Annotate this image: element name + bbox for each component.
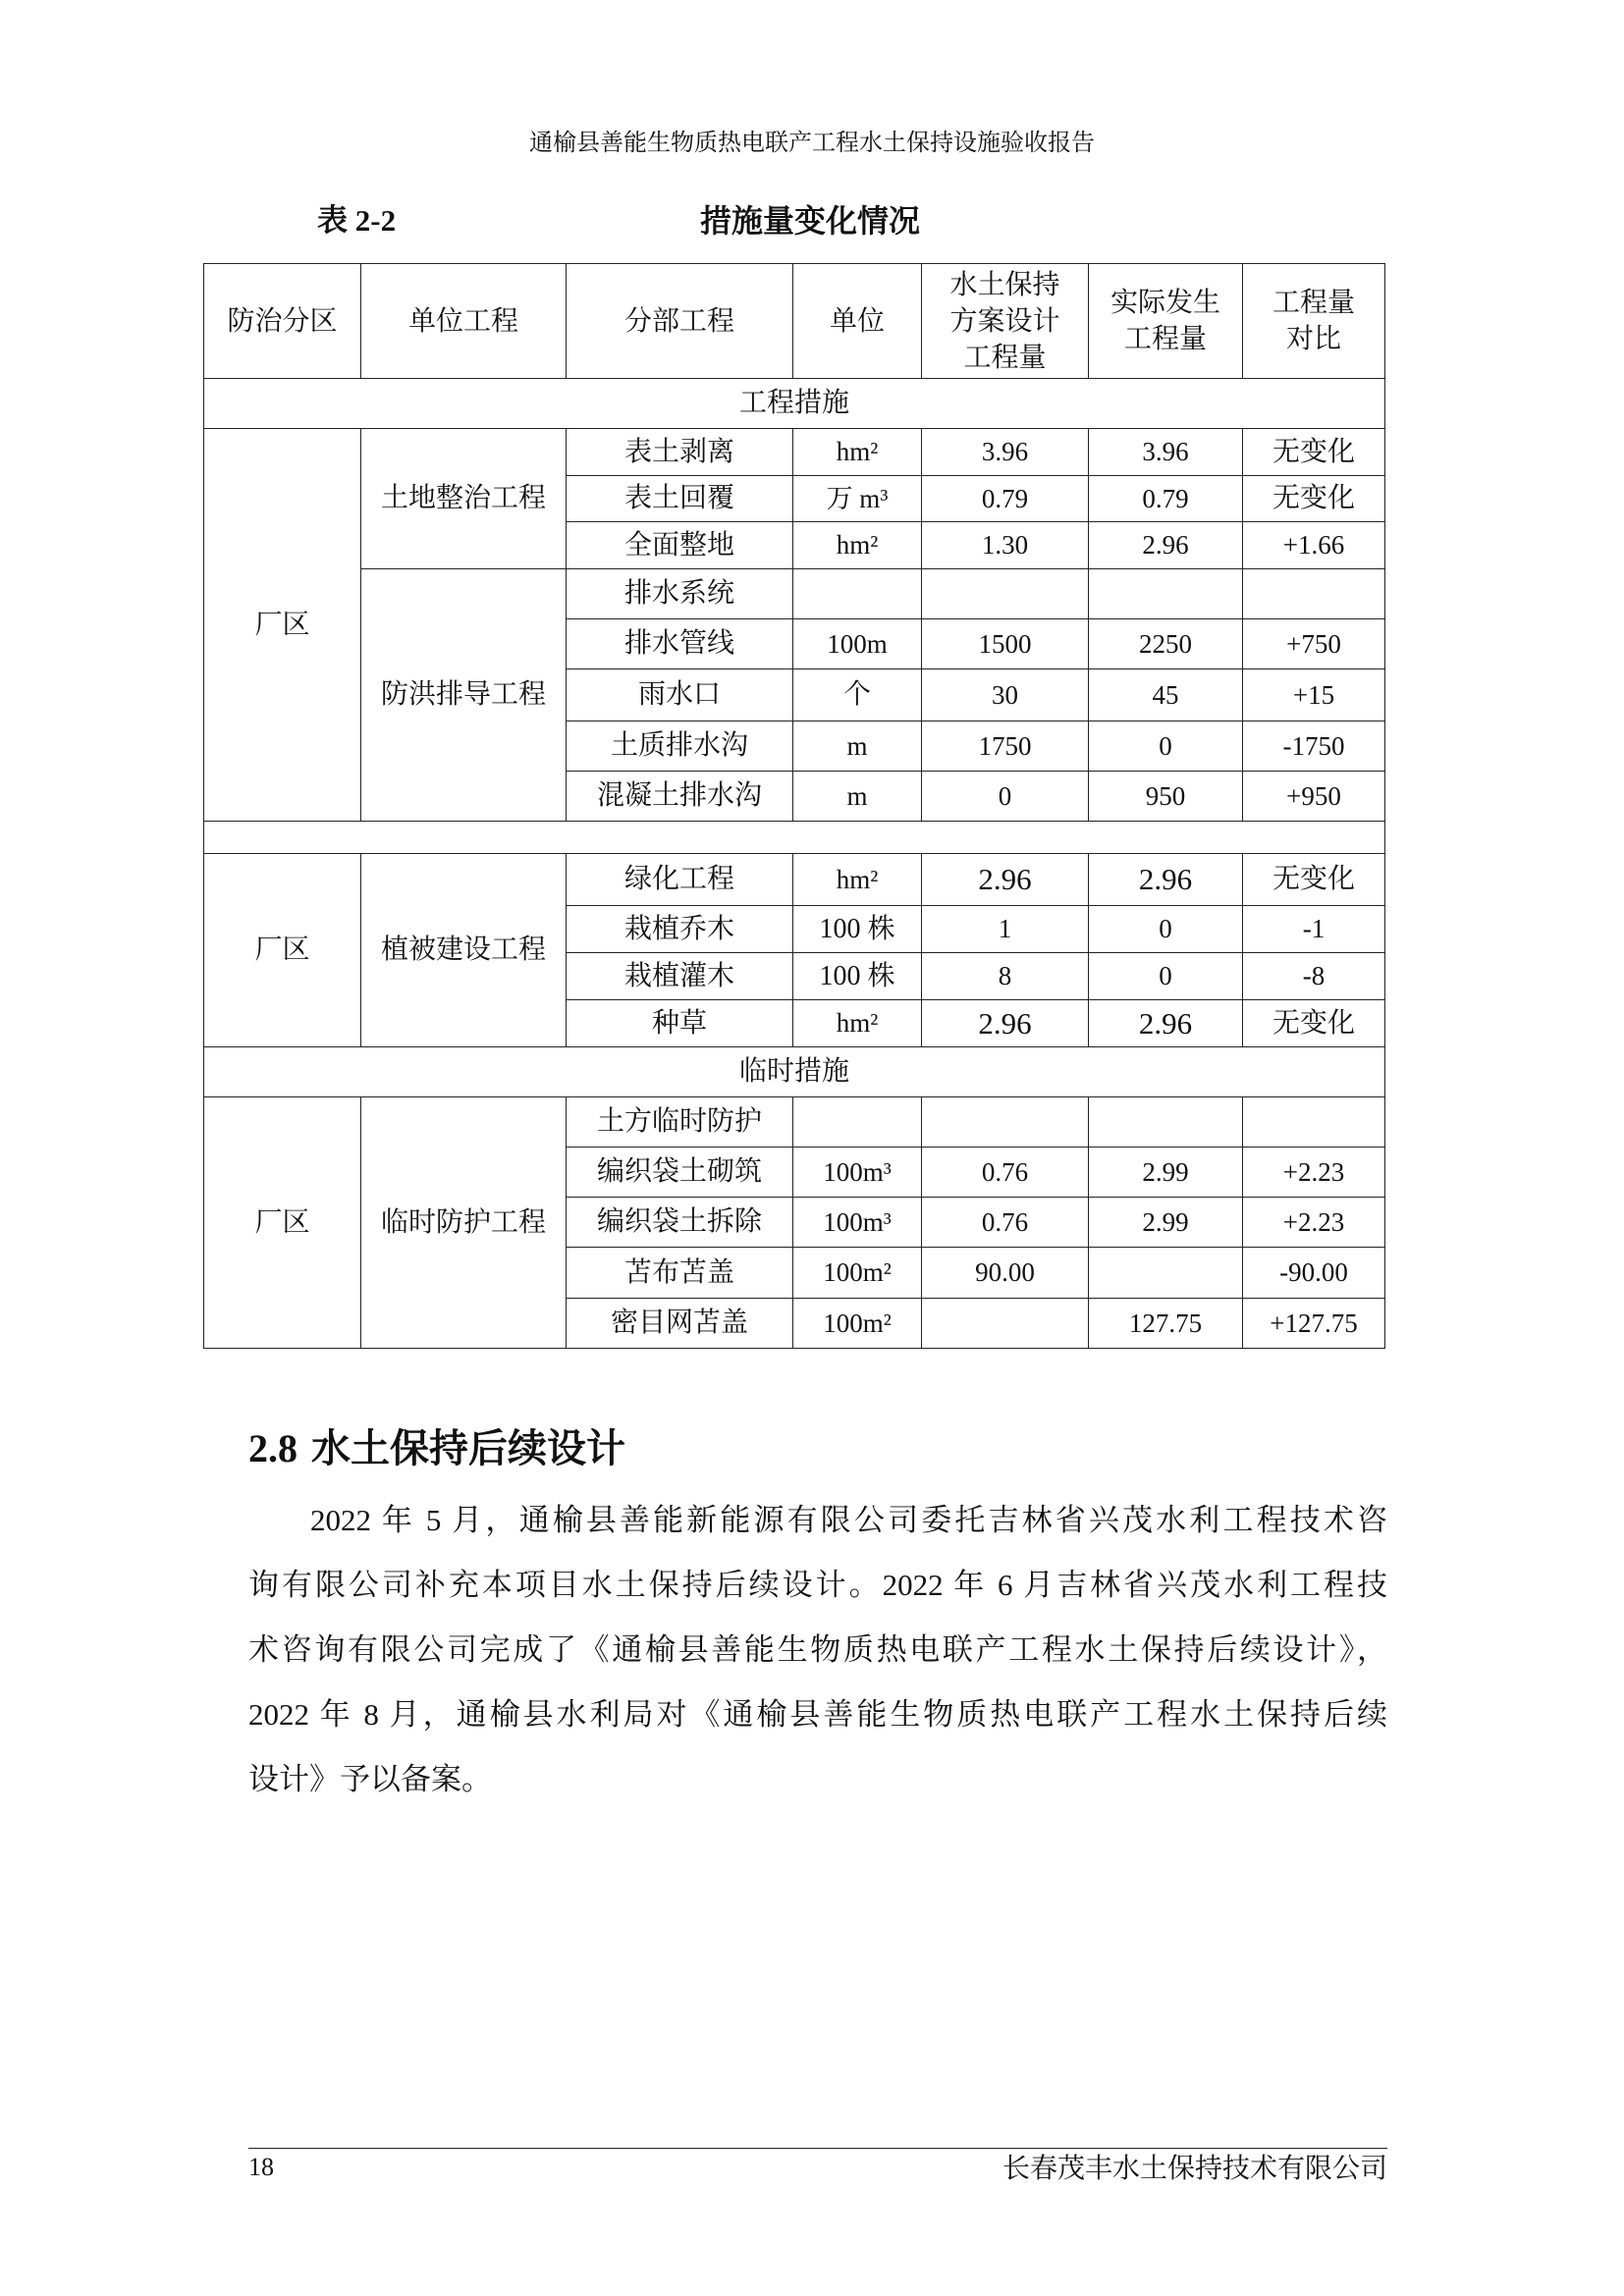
section-row: [204, 1047, 1385, 1097]
design-quantity-cell: 0: [922, 772, 1089, 822]
sub-project-cell: 排水管线: [567, 619, 793, 669]
section-paragraph: [248, 1488, 1387, 1812]
quantity-change-cell: [1243, 1097, 1385, 1148]
design-quantity-cell: 30: [922, 669, 1089, 721]
design-quantity-cell: 0.79: [922, 476, 1089, 522]
quantity-change-cell: -8: [1243, 953, 1385, 1000]
unit-cell: 100m: [793, 619, 922, 669]
measures-table: [203, 263, 1385, 1349]
design-quantity-cell: [922, 1299, 1089, 1349]
design-quantity-cell: 0.76: [922, 1198, 1089, 1248]
column-header-sub-project: 分部工程: [567, 264, 793, 379]
blank-section-row: [204, 822, 1385, 854]
actual-quantity-cell: 0: [1089, 953, 1243, 1000]
sub-project-cell: 栽植灌木: [567, 953, 793, 1000]
actual-quantity-cell: 2.96: [1089, 522, 1243, 569]
paragraph-line: 2022 年 8 月，通榆县水利局对《通榆县善能生物质热电联产工程水土保持后续: [248, 1697, 1387, 1732]
quantity-change-cell: +950: [1243, 772, 1385, 822]
unit-cell: 100 株: [793, 906, 922, 953]
design-quantity-cell: 8: [922, 953, 1089, 1000]
unit-cell: 100m²: [793, 1248, 922, 1299]
page-number: 18: [248, 2153, 274, 2181]
actual-quantity-cell: 2.96: [1089, 1000, 1243, 1047]
column-header-unit: 单位: [793, 264, 922, 379]
unit-cell: 100m²: [793, 1299, 922, 1349]
column-header-design-quantity: 水土保持 方案设计 工程量: [922, 264, 1089, 379]
sub-project-cell: 雨水口: [567, 669, 793, 721]
unit-cell: [793, 1097, 922, 1148]
quantity-change-cell: -1: [1243, 906, 1385, 953]
sub-project-cell: 绿化工程: [567, 854, 793, 906]
quantity-change-cell: +750: [1243, 619, 1385, 669]
sub-project-cell: 表土回覆: [567, 476, 793, 522]
table-caption-label: 表 2-2: [317, 203, 397, 238]
column-header-quantity-change: 工程量 对比: [1243, 264, 1385, 379]
paragraph-line: 2022 年 5 月，通榆县善能新能源有限公司委托吉林省兴茂水利工程技术咨: [310, 1503, 1387, 1537]
actual-quantity-cell: 2250: [1089, 619, 1243, 669]
quantity-change-cell: +127.75: [1243, 1299, 1385, 1349]
sub-project-cell: 编织袋土拆除: [567, 1198, 793, 1248]
paragraph-line: 术咨询有限公司完成了《通榆县善能生物质热电联产工程水土保持后续设计》，: [248, 1632, 1387, 1667]
quantity-change-cell: [1243, 569, 1385, 619]
column-header-actual-quantity: 实际发生 工程量: [1089, 264, 1243, 379]
unit-project-cell: 临时防护工程: [361, 1097, 567, 1349]
design-quantity-cell: 1500: [922, 619, 1089, 669]
quantity-change-cell: 无变化: [1243, 429, 1385, 476]
section-number: 2.8: [248, 1426, 298, 1470]
table-row: [204, 429, 1385, 476]
design-quantity-cell: [922, 569, 1089, 619]
design-quantity-cell: [922, 1097, 1089, 1148]
design-quantity-cell: 2.96: [922, 1000, 1089, 1047]
unit-cell: 万 m³: [793, 476, 922, 522]
unit-cell: hm²: [793, 854, 922, 906]
section-row: [204, 379, 1385, 429]
design-quantity-cell: 1750: [922, 721, 1089, 772]
unit-cell: hm²: [793, 429, 922, 476]
section-title: 水土保持后续设计: [311, 1426, 625, 1471]
sub-project-cell: 苫布苫盖: [567, 1248, 793, 1299]
sub-project-cell: 土质排水沟: [567, 721, 793, 772]
unit-cell: [793, 569, 922, 619]
footer-company-name: 长春茂丰水土保持技术有限公司: [1001, 2154, 1387, 2184]
unit-cell: m: [793, 721, 922, 772]
unit-cell: m: [793, 772, 922, 822]
sub-project-cell: 混凝土排水沟: [567, 772, 793, 822]
blank-section-cell: [204, 822, 1385, 854]
design-quantity-cell: 1: [922, 906, 1089, 953]
sub-project-cell: 栽植乔木: [567, 906, 793, 953]
section-title-cell: 临时措施: [204, 1047, 1385, 1097]
quantity-change-cell: -90.00: [1243, 1248, 1385, 1299]
column-header-zone: 防治分区: [204, 264, 361, 379]
sub-project-cell: 表土剥离: [567, 429, 793, 476]
sub-project-cell: 密目网苫盖: [567, 1299, 793, 1349]
actual-quantity-cell: [1089, 569, 1243, 619]
actual-quantity-cell: 2.99: [1089, 1198, 1243, 1248]
footer-divider: [248, 2148, 1387, 2149]
actual-quantity-cell: 3.96: [1089, 429, 1243, 476]
table-row: [204, 1097, 1385, 1148]
quantity-change-cell: +2.23: [1243, 1148, 1385, 1198]
unit-cell: 个: [793, 669, 922, 721]
actual-quantity-cell: 2.99: [1089, 1148, 1243, 1198]
design-quantity-cell: 2.96: [922, 854, 1089, 906]
table-row: [204, 569, 1385, 619]
unit-cell: 100m³: [793, 1148, 922, 1198]
actual-quantity-cell: 2.96: [1089, 854, 1243, 906]
section-title-cell: 工程措施: [204, 379, 1385, 429]
actual-quantity-cell: 127.75: [1089, 1299, 1243, 1349]
sub-project-cell: 土方临时防护: [567, 1097, 793, 1148]
quantity-change-cell: +2.23: [1243, 1198, 1385, 1248]
design-quantity-cell: 1.30: [922, 522, 1089, 569]
quantity-change-cell: +1.66: [1243, 522, 1385, 569]
zone-cell: 厂区: [204, 1097, 361, 1349]
design-quantity-cell: 3.96: [922, 429, 1089, 476]
zone-cell: 厂区: [204, 429, 361, 822]
quantity-change-cell: 无变化: [1243, 1000, 1385, 1047]
unit-cell: hm²: [793, 522, 922, 569]
table-caption-title: 措施量变化情况: [699, 202, 920, 240]
actual-quantity-cell: [1089, 1248, 1243, 1299]
running-header: 通榆县善能生物质热电联产工程水土保持设施验收报告: [529, 131, 1095, 156]
section-heading: [248, 1421, 625, 1476]
table-row: [204, 854, 1385, 906]
paragraph-line: 设计》予以备案。: [248, 1762, 492, 1796]
quantity-change-cell: 无变化: [1243, 476, 1385, 522]
unit-cell: hm²: [793, 1000, 922, 1047]
quantity-change-cell: +15: [1243, 669, 1385, 721]
sub-project-cell: 编织袋土砌筑: [567, 1148, 793, 1198]
sub-project-cell: 全面整地: [567, 522, 793, 569]
actual-quantity-cell: 0: [1089, 906, 1243, 953]
design-quantity-cell: 0.76: [922, 1148, 1089, 1198]
actual-quantity-cell: [1089, 1097, 1243, 1148]
sub-project-cell: 排水系统: [567, 569, 793, 619]
unit-project-cell: 土地整治工程: [361, 429, 567, 569]
unit-project-cell: 防洪排导工程: [361, 569, 567, 822]
quantity-change-cell: -1750: [1243, 721, 1385, 772]
column-header-unit-project: 单位工程: [361, 264, 567, 379]
unit-project-cell: 植被建设工程: [361, 854, 567, 1047]
unit-cell: 100m³: [793, 1198, 922, 1248]
design-quantity-cell: 90.00: [922, 1248, 1089, 1299]
sub-project-cell: 种草: [567, 1000, 793, 1047]
paragraph-line: 询有限公司补充本项目水土保持后续设计。2022 年 6 月吉林省兴茂水利工程技: [248, 1568, 1387, 1602]
actual-quantity-cell: 950: [1089, 772, 1243, 822]
zone-cell: 厂区: [204, 854, 361, 1047]
quantity-change-cell: 无变化: [1243, 854, 1385, 906]
actual-quantity-cell: 0.79: [1089, 476, 1243, 522]
unit-cell: 100 株: [793, 953, 922, 1000]
table-header-row: [204, 264, 1385, 379]
actual-quantity-cell: 0: [1089, 721, 1243, 772]
actual-quantity-cell: 45: [1089, 669, 1243, 721]
